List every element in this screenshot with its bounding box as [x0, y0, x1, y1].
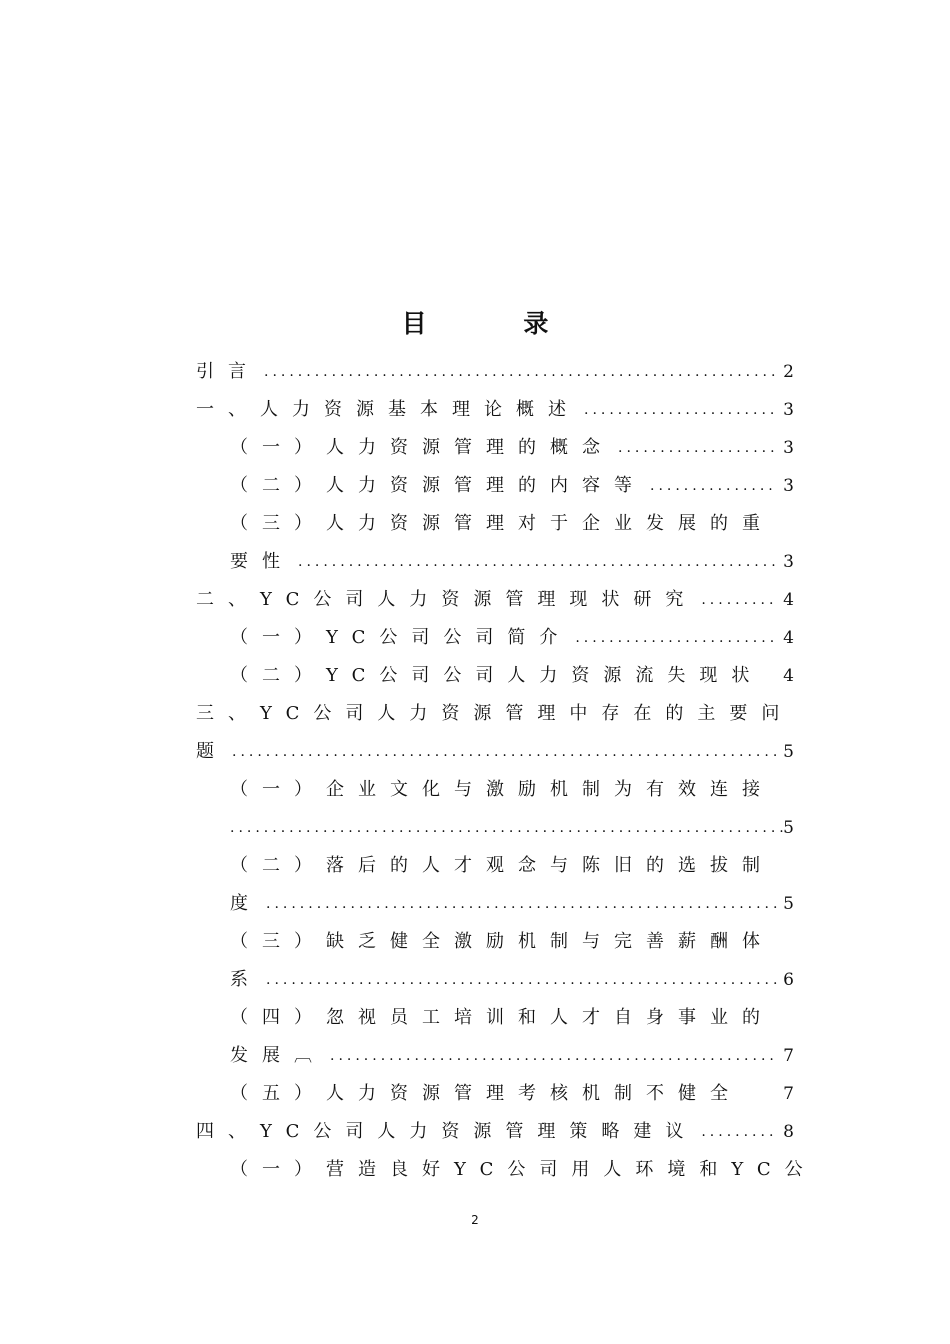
toc-entry-label: 一、人力资源基本理论概述: [196, 399, 580, 420]
toc-leader: [580, 391, 777, 429]
toc-entry[interactable]: [196, 847, 794, 885]
toc-entry-continuation[interactable]: [196, 1037, 794, 1075]
toc-entry-page: 2: [783, 362, 794, 382]
toc-entry-page: 3: [783, 476, 794, 496]
toc-leader: [326, 1037, 777, 1075]
toc-entry-page: 3: [783, 400, 794, 420]
toc-entry-continuation[interactable]: [196, 733, 794, 771]
toc-entry-page: 4: [783, 590, 794, 610]
toc-entry-label: （一）企业文化与激励机制为有效连接: [230, 779, 774, 800]
toc-entry-page: 5: [783, 894, 794, 914]
toc-entry-label: （一）人力资源管理的概念: [230, 437, 614, 458]
toc-entry-page: 4: [783, 628, 794, 648]
toc-entry[interactable]: [196, 923, 794, 961]
table-of-contents: [196, 353, 817, 1189]
toc-leader: [571, 619, 777, 657]
toc-leader: [697, 1113, 777, 1151]
toc-entry-label: （四）忽视员工培训和人才自身事业的: [230, 1007, 774, 1028]
toc-leader: [294, 543, 777, 581]
toc-entry[interactable]: [196, 695, 794, 733]
toc-entry-page: 7: [783, 1046, 794, 1066]
toc-entry[interactable]: [196, 657, 794, 695]
toc-entry-label: （三）人力资源管理对于企业发展的重: [230, 513, 774, 534]
toc-leader: [262, 961, 777, 999]
page-number: 2: [471, 1213, 479, 1227]
toc-entry-page: 3: [783, 438, 794, 458]
toc-entry-label: （三）缺乏健全激励机制与完善薪酬体: [230, 931, 774, 952]
toc-entry-page: 7: [783, 1084, 794, 1104]
toc-entry[interactable]: [196, 505, 794, 543]
toc-entry-continuation[interactable]: [196, 543, 794, 581]
toc-entry-label: （二）落后的人才观念与陈旧的选拔制: [230, 855, 774, 876]
toc-entry-page: 4: [783, 666, 794, 686]
toc-entry-page: 8: [783, 1122, 794, 1142]
toc-entry-label: 要性: [230, 551, 294, 572]
toc-entry-page: 5: [783, 742, 794, 762]
toc-leader: [230, 809, 783, 847]
toc-entry[interactable]: [196, 391, 794, 429]
toc-leader: [262, 885, 777, 923]
toc-leader: [614, 429, 777, 467]
toc-entry-label: 三、YC公司人力资源管理中存在的主要问: [196, 703, 794, 724]
toc-entry-label: （一）YC公司公司简介: [230, 627, 572, 648]
toc-entry[interactable]: [196, 771, 794, 809]
toc-entry-label: 四、YC公司人力资源管理策略建议: [196, 1121, 698, 1142]
toc-entry-label: 引言: [196, 361, 260, 382]
toc-entry[interactable]: [196, 1151, 817, 1189]
toc-leader: [697, 581, 777, 619]
page-title: 目 录: [401, 309, 593, 338]
toc-entry[interactable]: [196, 467, 794, 505]
toc-entry-label: 系: [230, 969, 262, 990]
toc-leader: [260, 353, 777, 391]
toc-entry-label: 发展︹: [230, 1045, 326, 1066]
toc-entry-label: （二）YC公司公司人力资源流失现状: [230, 665, 764, 686]
toc-entry-continuation[interactable]: [196, 809, 794, 847]
toc-entry-continuation[interactable]: [196, 885, 794, 923]
toc-entry-page: 5: [783, 818, 794, 838]
toc-entry[interactable]: [196, 429, 794, 467]
toc-leader: [646, 467, 777, 505]
toc-leader: [228, 733, 777, 771]
toc-entry[interactable]: [196, 1075, 794, 1113]
toc-entry[interactable]: [196, 353, 794, 391]
toc-entry-label: 度: [230, 893, 262, 914]
toc-entry-label: （二）人力资源管理的内容等: [230, 475, 646, 496]
toc-entry-page: 3: [783, 552, 794, 572]
toc-entry[interactable]: [196, 999, 794, 1037]
toc-entry-label: （一）营造良好YC公司用人环境和YC公: [230, 1159, 817, 1180]
toc-entry-page: 6: [783, 970, 794, 990]
toc-entry-label: （五）人力资源管理考核机制不健全: [230, 1083, 742, 1104]
toc-entry-label: 题: [196, 741, 228, 762]
toc-entry[interactable]: [196, 1113, 794, 1151]
toc-entry[interactable]: [196, 581, 794, 619]
toc-entry-label: 二、YC公司人力资源管理现状研究: [196, 589, 698, 610]
toc-entry-continuation[interactable]: [196, 961, 794, 999]
toc-entry[interactable]: [196, 619, 794, 657]
